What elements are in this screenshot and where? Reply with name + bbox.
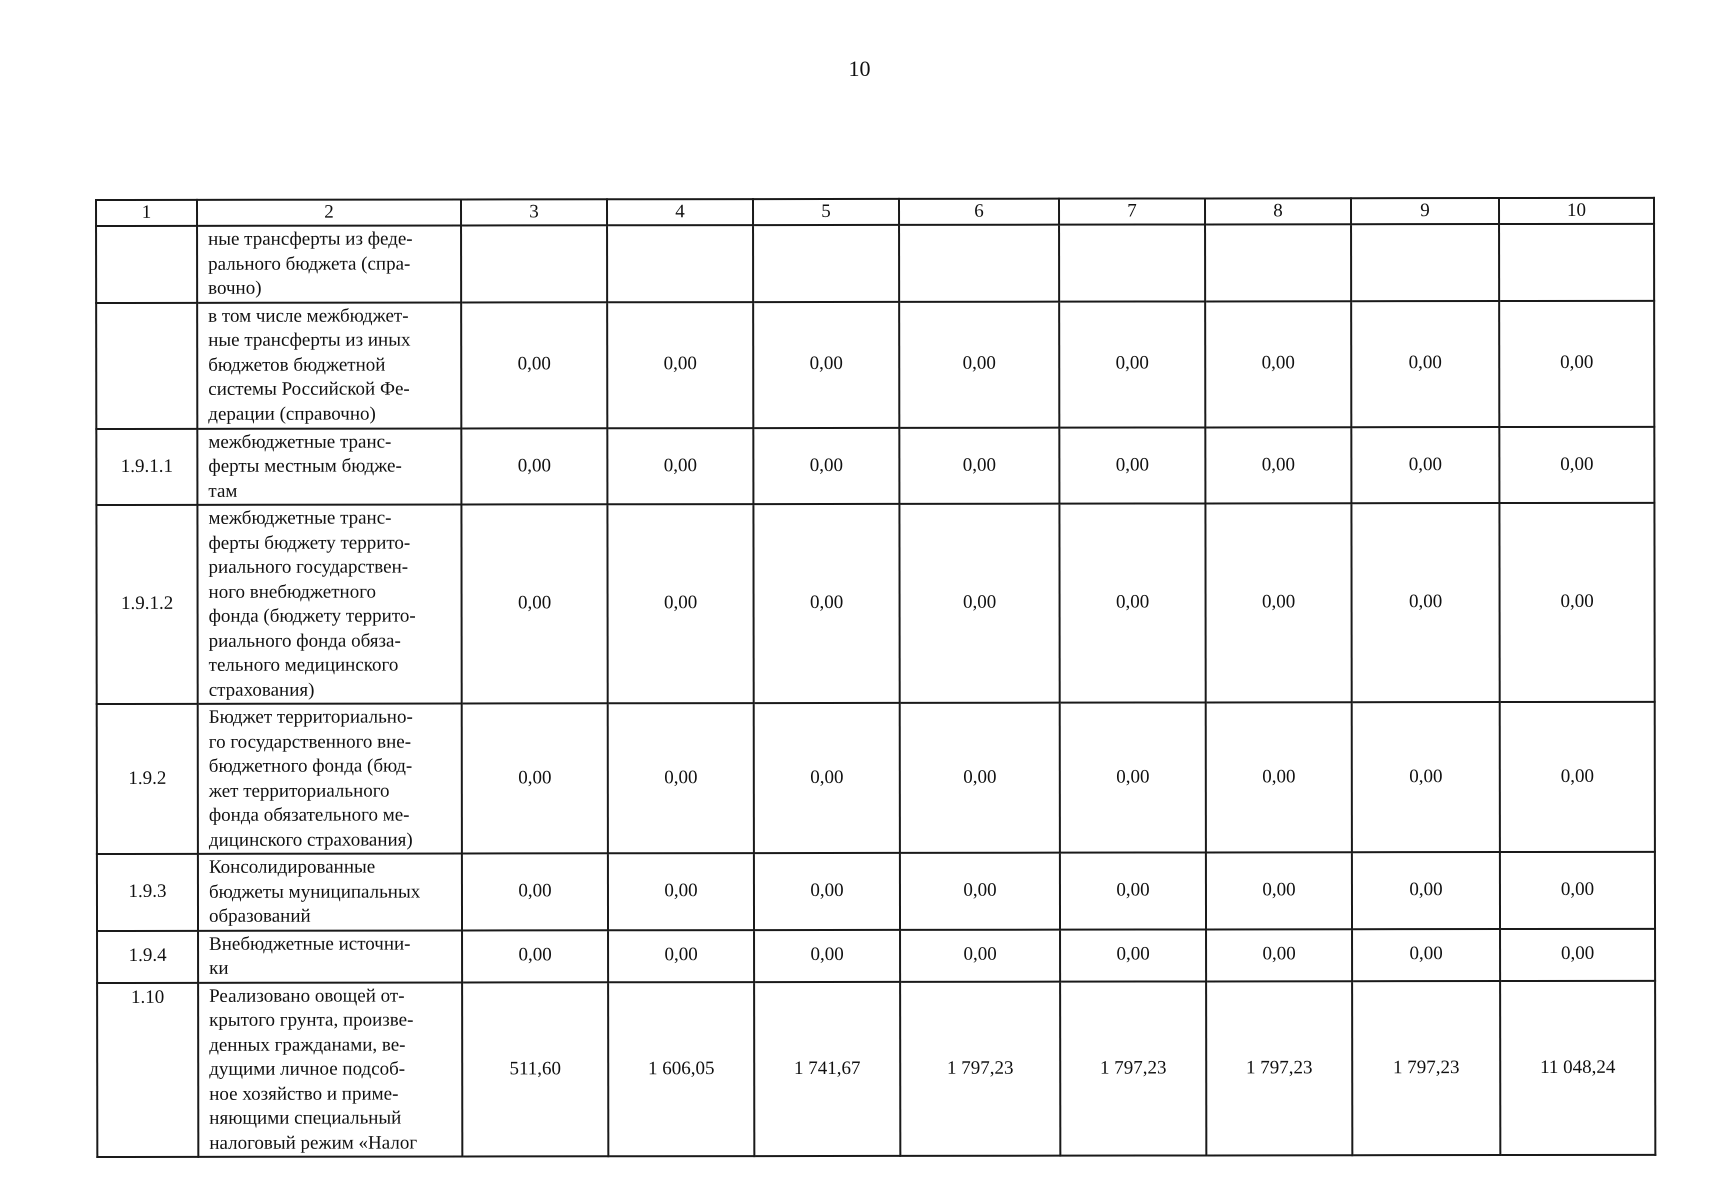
value-cell: 0,00 [1352,852,1500,929]
column-header: 9 [1351,198,1499,224]
table-row [96,503,1654,704]
value-cell [1205,224,1351,301]
value-cell: 0,00 [900,703,1060,853]
value-cell: 0,00 [1352,929,1500,981]
value-cell: 0,00 [900,929,1060,981]
value-cell: 0,00 [1205,301,1351,427]
page-number: 10 [848,56,871,81]
value-cell: 1 797,23 [1352,981,1500,1156]
value-cell: 0,00 [899,301,1059,427]
value-cell: 0,00 [753,301,899,427]
value-cell: 0,00 [1059,427,1205,504]
row-description: Реализовано овощей от- крытого грунта, произве- денных гражданами, ве- дущими личное подсоб- ное хозяйство и приме- няющими специальный налоговый режим «Налог [198,982,462,1157]
value-cell: 0,00 [753,504,899,703]
value-cell: 0,00 [462,853,608,930]
table-header-row [96,198,1654,226]
value-cell: 0,00 [1206,702,1352,852]
row-code: 1.9.4 [97,930,198,982]
value-cell [1059,224,1205,301]
value-cell: 0,00 [1500,702,1655,852]
value-cell: 0,00 [754,929,900,981]
value-cell: 0,00 [608,853,754,930]
value-cell: 0,00 [1205,427,1351,504]
column-header: 1 [96,200,197,226]
value-cell: 0,00 [754,853,900,930]
column-header: 3 [461,199,607,225]
value-cell: 0,00 [608,703,754,853]
value-cell: 0,00 [1060,702,1206,852]
row-code [96,302,197,428]
value-cell: 0,00 [1352,702,1500,852]
budget-table [95,197,1656,1158]
value-cell: 0,00 [753,427,899,504]
value-cell: 0,00 [1351,301,1499,427]
table-row [96,300,1654,428]
row-code: 1.9.3 [97,854,198,931]
value-cell: 0,00 [1500,852,1655,929]
value-cell: 0,00 [608,930,754,982]
value-cell [607,225,753,302]
value-cell: 0,00 [1500,928,1655,980]
table-row [96,224,1654,303]
row-description: межбюджетные транс- ферты бюджету террито- риального государствен- ного внебюджетного фонда (бюджету террито- риального фонда обяза- тельного медицинского страхования) [197,504,461,703]
value-cell: 0,00 [1351,503,1499,702]
value-cell: 1 606,05 [608,982,754,1157]
value-cell: 1 741,67 [754,981,900,1156]
value-cell [1351,224,1499,301]
value-cell: 0,00 [1205,503,1351,702]
row-description: Внебюджетные источни- ки [198,930,462,982]
row-code: 1.9.1.1 [96,428,197,505]
table-row [96,426,1654,505]
table-row [97,702,1655,854]
value-cell: 0,00 [461,302,607,428]
value-cell: 0,00 [462,703,608,853]
value-cell: 0,00 [607,302,753,428]
column-header: 6 [899,199,1059,225]
column-header: 5 [753,199,899,225]
column-header: 2 [197,199,461,225]
value-cell: 11 048,24 [1500,980,1655,1155]
column-header: 7 [1059,198,1205,224]
value-cell: 0,00 [1060,852,1206,929]
value-cell: 0,00 [1499,426,1654,503]
value-cell: 0,00 [1206,852,1352,929]
value-cell: 0,00 [1499,503,1654,702]
row-description: ные трансферты из феде- рального бюджета (спра- вочно) [197,225,461,302]
row-code [96,226,197,303]
value-cell: 0,00 [1060,929,1206,981]
value-cell [1499,224,1654,301]
value-cell: 0,00 [462,930,608,982]
value-cell [899,225,1059,302]
value-cell: 0,00 [754,703,900,853]
row-code: 1.9.2 [97,704,198,854]
row-description: Бюджет территориально- го государственного вне- бюджетного фонда (бюд- жет территориального фонда обязательного ме- дицинского страхования) [198,703,462,853]
row-code: 1.9.1.2 [96,505,197,704]
value-cell [753,225,899,302]
value-cell: 0,00 [1059,503,1205,702]
value-cell: 0,00 [899,504,1059,703]
value-cell: 0,00 [607,428,753,505]
table-row [97,980,1655,1157]
row-description: межбюджетные транс- ферты местным бюдже- там [197,428,461,505]
value-cell: 0,00 [461,504,607,703]
table-row [97,928,1655,982]
value-cell: 0,00 [461,428,607,505]
value-cell: 1 797,23 [900,981,1060,1156]
table-row [97,852,1655,931]
value-cell: 0,00 [1499,300,1654,426]
column-header: 4 [607,199,753,225]
row-description: Консолидированные бюджеты муниципальных образований [198,853,462,930]
value-cell: 0,00 [1351,427,1499,504]
value-cell: 0,00 [607,504,753,703]
value-cell: 511,60 [462,982,608,1157]
row-code: 1.10 [97,982,198,1157]
value-cell [461,225,607,302]
value-cell: 0,00 [1206,929,1352,981]
value-cell: 0,00 [900,853,1060,930]
value-cell: 1 797,23 [1206,981,1352,1156]
value-cell: 1 797,23 [1060,981,1206,1156]
column-header: 8 [1205,198,1351,224]
row-description: в том числе межбюджет- ные трансферты из иных бюджетов бюджетной системы Российской Фе- дерации (справочно) [197,302,461,428]
value-cell: 0,00 [1059,301,1205,427]
column-header: 10 [1499,198,1654,224]
value-cell: 0,00 [899,427,1059,504]
